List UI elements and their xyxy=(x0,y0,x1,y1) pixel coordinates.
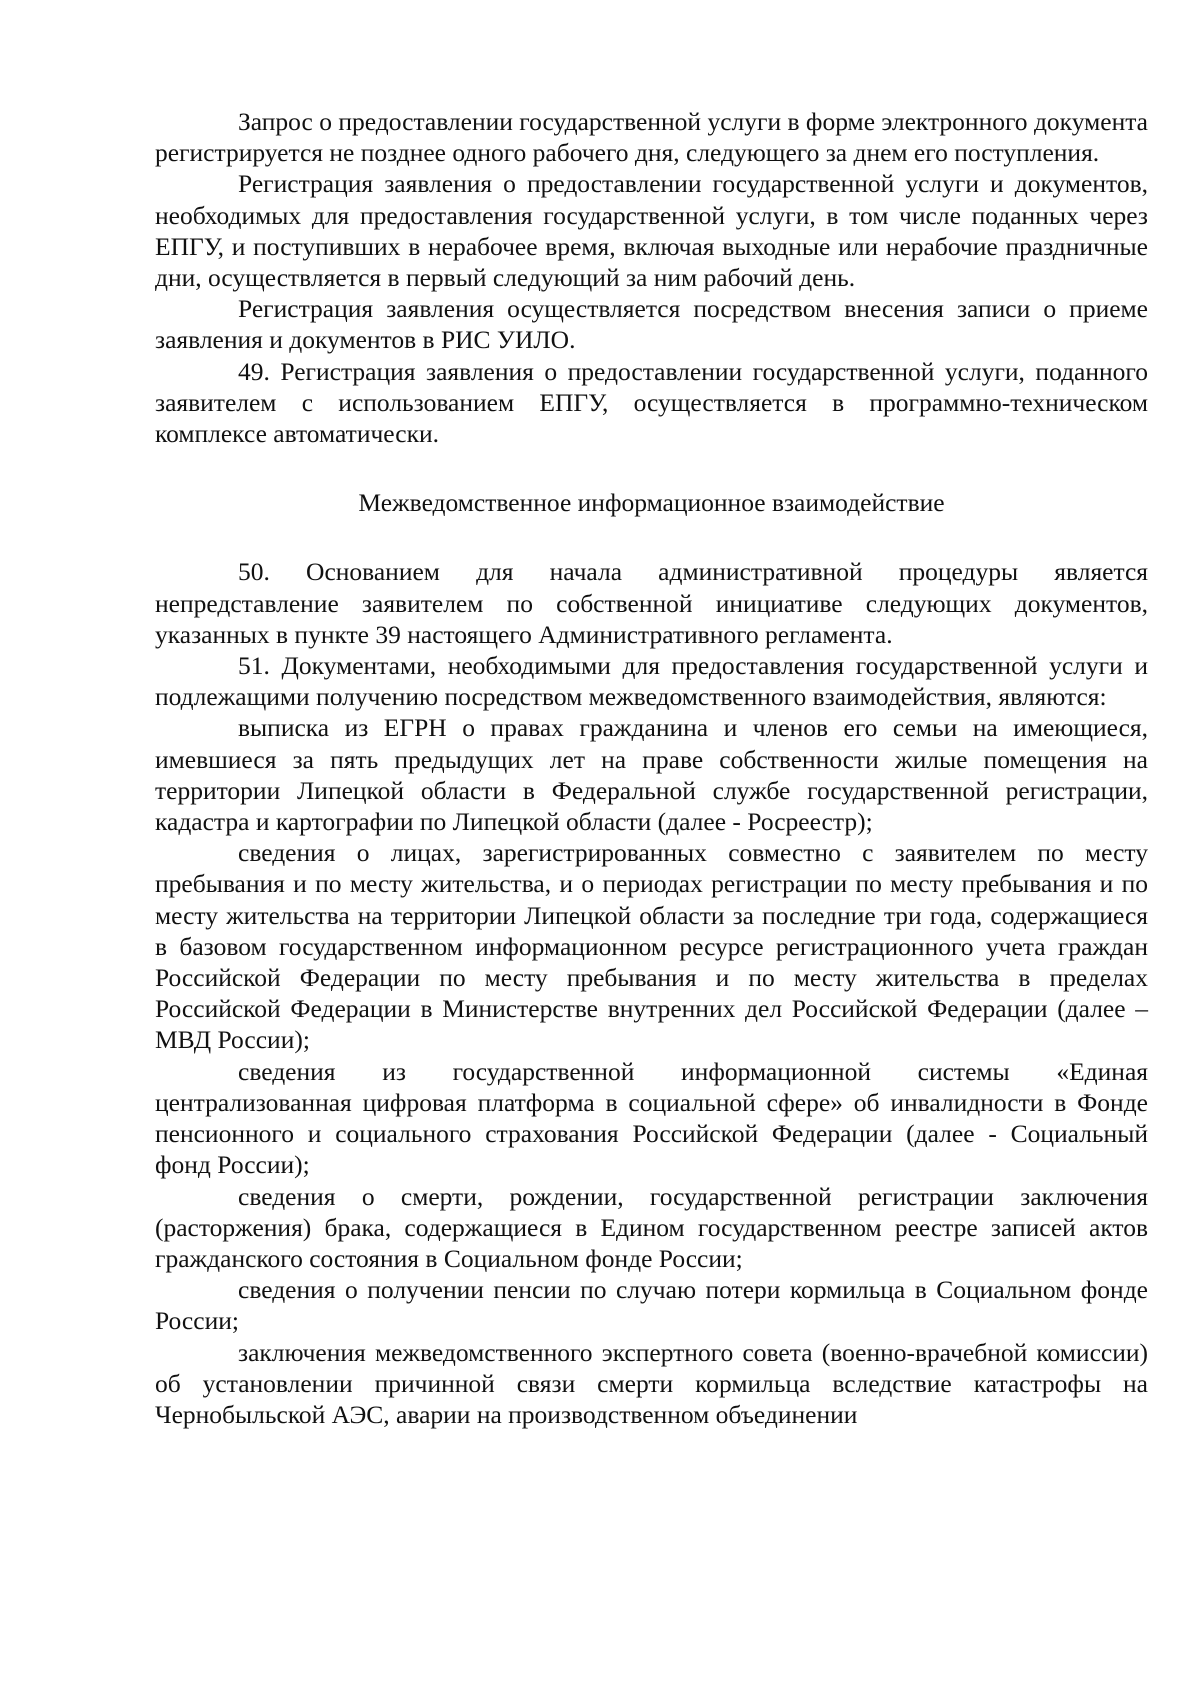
document-body xyxy=(155,106,1148,1430)
list-item-civil-status-info: сведения о смерти, рождении, государственной регистрации заключения (расторжения) брака, содержащиеся в Едином государственном реестре записей актов гражданского состояния в Социальном фонде России; xyxy=(155,1181,1148,1273)
paragraph-application-registration: Регистрация заявления о предоставлении государственной услуги и документов, необходимых для предоставления государственной услуги, в том числе поданных через ЕПГУ, и поступивших в нерабочее время, включая выходные или нерабочие праздничные дни, осуществляется в первый следующий за ним рабочий день. xyxy=(155,169,1148,293)
paragraph-49: 49. Регистрация заявления о предоставлении государственной услуги, поданного заявителем с использованием ЕПГУ, осуществляется в программно-техническом комплексе автоматически. xyxy=(155,356,1148,449)
section-heading: Межведомственное информационное взаимодействие xyxy=(358,488,945,518)
paragraph-request-registration: Запрос о предоставлении государственной услуги в форме электронного документа регистрируется не позднее одного рабочего дня, следующего за днем его поступления. xyxy=(155,107,1148,168)
list-item-expert-council-conclusion: заключения межведомственного экспертного совета (военно-врачебной комиссии) об установлении причинной связи смерти кормильца вследствие катастрофы на Чернобыльской АЭС, аварии на производственном объединении xyxy=(155,1337,1148,1429)
paragraph-ris-uilo-entry: Регистрация заявления осуществляется посредством внесения записи о приеме заявления и документов в РИС УИЛО. xyxy=(155,294,1148,355)
paragraph-51: 51. Документами, необходимыми для предоставления государственной услуги и подлежащими получению посредством межведомственного взаимодействия, являются: xyxy=(155,651,1148,712)
paragraph-50: 50. Основанием для начала административной процедуры является непредставление заявителем по собственной инициативе следующих документов, указанных в пункте 39 настоящего Административного регламента. xyxy=(155,557,1148,649)
list-item-disability-info: сведения из государственной информационной системы «Единая централизованная цифровая платформа в социальной сфере» об инвалидности в Фонде пенсионного и социального страхования Российской Федерации (далее - Социальный фонд России); xyxy=(155,1056,1148,1180)
list-item-registration-info: сведения о лицах, зарегистрированных совместно с заявителем по месту пребывания и по месту жительства, и о периодах регистрации по месту пребывания и по месту жительства на территории Липецкой области за последние три года, содержащиеся в базовом государственном информационном ресурсе регистрационного учета граждан Российской Федерации по месту пребывания и по месту жительства в пределах Российской Федерации в Министерстве внутренних дел Российской Федерации (далее – МВД России); xyxy=(155,838,1148,1055)
list-item-pension-info: сведения о получении пенсии по случаю потери кормильца в Социальном фонде России; xyxy=(155,1275,1148,1336)
list-item-egrn-extract: выписка из ЕГРН о правах гражданина и членов его семьи на имеющиеся, имевшиеся за пять предыдущих лет на праве собственности жилые помещения на территории Липецкой области в Федеральной службе государственной регистрации, кадастра и картографии по Липецкой области (далее - Росреестр); xyxy=(155,713,1148,837)
